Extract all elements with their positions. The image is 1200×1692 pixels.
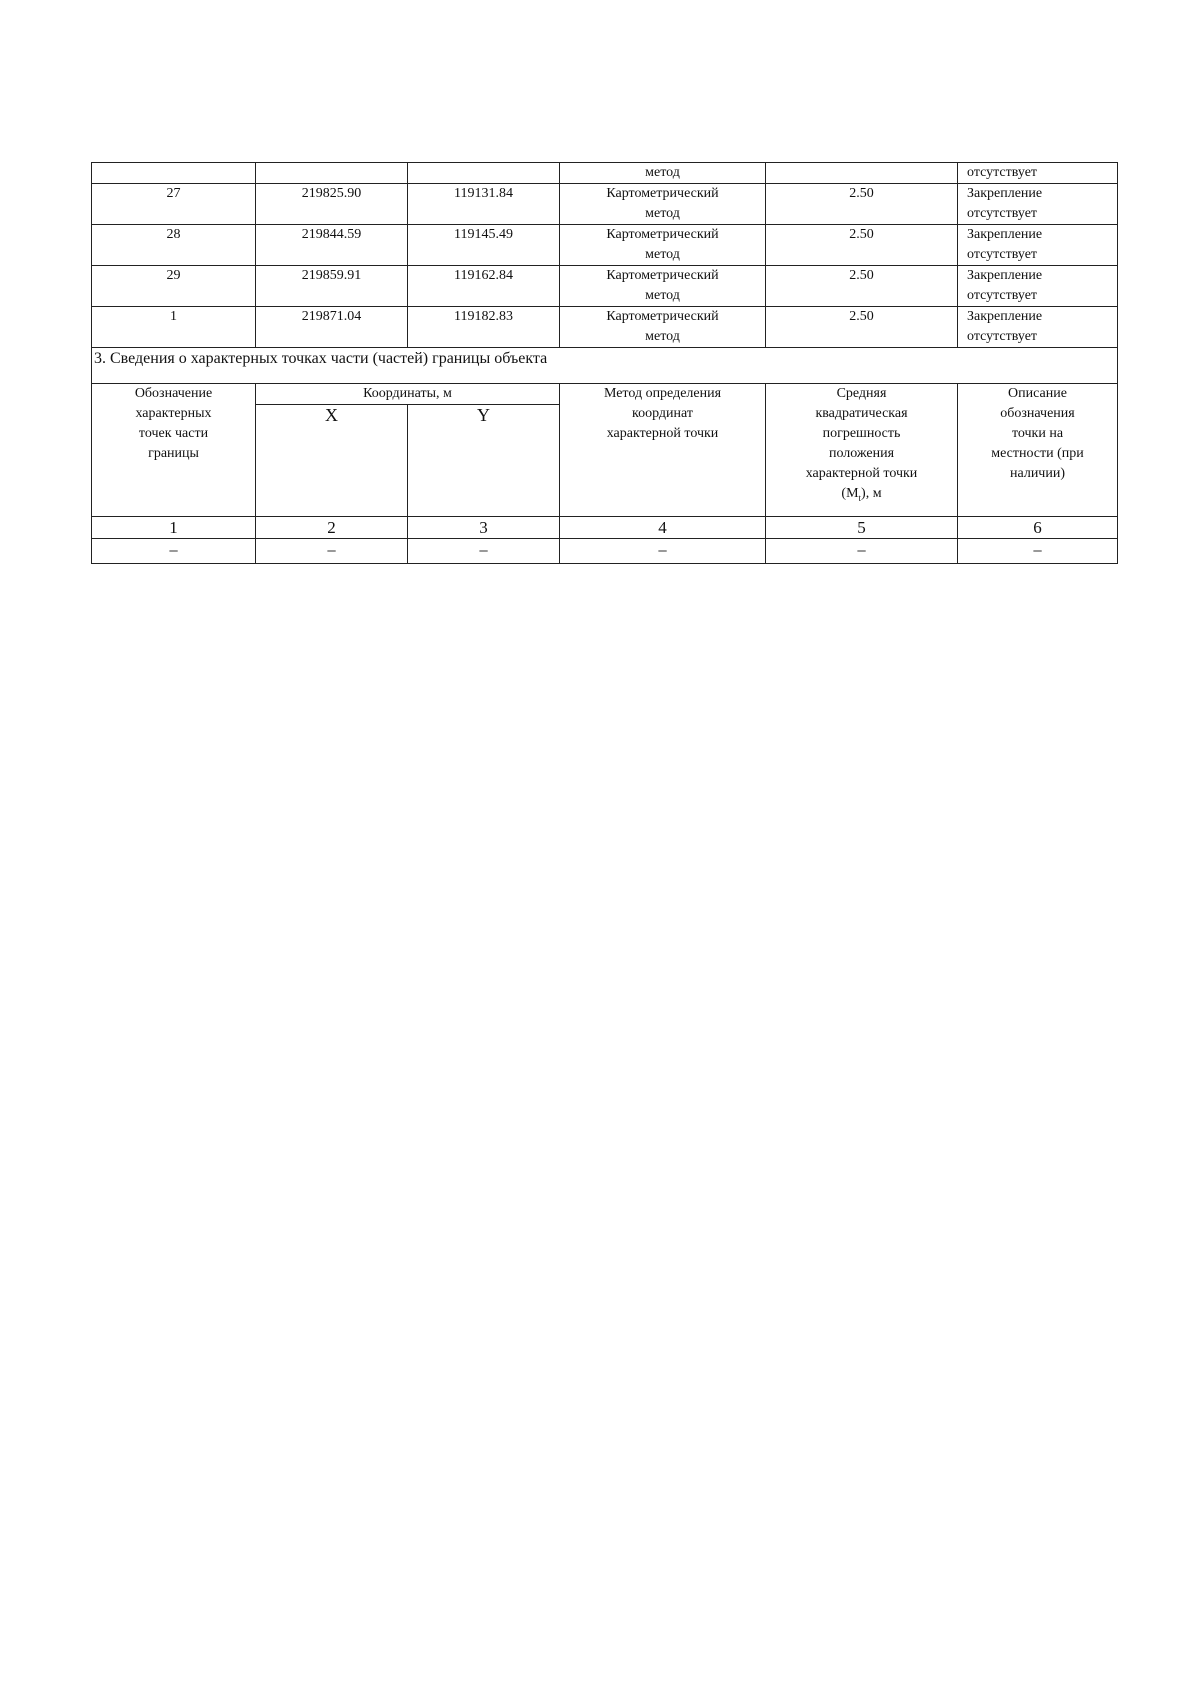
column-number: 4 xyxy=(560,517,766,539)
symbol-prefix: (M xyxy=(841,486,859,501)
symbol-subscript: t xyxy=(858,492,862,503)
table-row xyxy=(92,184,1118,225)
header-line: координат xyxy=(632,406,693,421)
cell-accuracy xyxy=(766,163,958,184)
cell-x: 219859.91 xyxy=(256,266,408,307)
header-line: характерных xyxy=(135,406,212,421)
symbol-unit: ), м xyxy=(861,486,882,501)
empty-cell: – xyxy=(92,539,256,564)
cell-description xyxy=(958,307,1118,348)
header-line: точек части xyxy=(138,426,209,441)
table-row xyxy=(92,307,1118,348)
header-line: Метод определения xyxy=(603,386,722,401)
header-line: Обозначение xyxy=(134,386,213,401)
description-line: Закрепление xyxy=(967,227,1043,242)
header-accuracy xyxy=(766,384,958,517)
description-line: отсутствует xyxy=(967,247,1038,262)
cell-method xyxy=(560,307,766,348)
cell-accuracy: 2.50 xyxy=(766,266,958,307)
cell-method xyxy=(560,225,766,266)
description-line: отсутствует xyxy=(967,329,1038,344)
method-line: метод xyxy=(645,206,680,221)
method-line: Картометрический xyxy=(606,309,719,324)
header-line: Средняя xyxy=(836,386,887,401)
header-line: местности (при xyxy=(991,446,1084,461)
description-line: отсутствует xyxy=(967,206,1038,221)
header-row-1 xyxy=(92,384,1118,405)
cell-x: 219825.90 xyxy=(256,184,408,225)
method-line: Картометрический xyxy=(606,186,719,201)
description-line: Закрепление xyxy=(967,309,1043,324)
cell-point xyxy=(92,163,256,184)
method-line: Картометрический xyxy=(606,268,719,283)
continuation-row xyxy=(92,163,1118,184)
cell-accuracy: 2.50 xyxy=(766,307,958,348)
header-method xyxy=(560,384,766,517)
header-line: наличии) xyxy=(1010,466,1065,481)
column-number: 6 xyxy=(958,517,1118,539)
empty-cell: – xyxy=(766,539,958,564)
empty-cell: – xyxy=(256,539,408,564)
cell-y: 119131.84 xyxy=(408,184,560,225)
section-3-title: 3. Сведения о характерных точках части (частей) границы объекта xyxy=(92,348,1118,384)
column-number: 5 xyxy=(766,517,958,539)
header-x: X xyxy=(256,405,408,517)
description-line: Закрепление xyxy=(967,268,1043,283)
header-line: характерной точки xyxy=(606,426,719,441)
cell-x: 219871.04 xyxy=(256,307,408,348)
cell-y: 119162.84 xyxy=(408,266,560,307)
empty-cell: – xyxy=(560,539,766,564)
header-coordinates: Координаты, м xyxy=(256,384,560,405)
header-designation xyxy=(92,384,256,517)
cell-point: 29 xyxy=(92,266,256,307)
table-row xyxy=(92,266,1118,307)
cell-description xyxy=(958,184,1118,225)
header-line: погрешность xyxy=(822,426,901,441)
cell-description xyxy=(958,225,1118,266)
column-number: 3 xyxy=(408,517,560,539)
header-line: характерной точки xyxy=(805,466,918,481)
header-line: Описание xyxy=(1008,386,1067,401)
method-line: метод xyxy=(645,247,680,262)
cell-point: 27 xyxy=(92,184,256,225)
empty-data-row xyxy=(92,539,1118,564)
method-line: Картометрический xyxy=(606,227,719,242)
cell-y xyxy=(408,163,560,184)
header-line: обозначения xyxy=(1000,406,1075,421)
column-numbers-row xyxy=(92,517,1118,539)
cell-point: 1 xyxy=(92,307,256,348)
cell-x xyxy=(256,163,408,184)
method-line: метод xyxy=(645,329,680,344)
cell-method xyxy=(560,266,766,307)
cell-accuracy: 2.50 xyxy=(766,225,958,266)
cell-method: метод xyxy=(560,163,766,184)
header-description xyxy=(958,384,1118,517)
empty-cell: – xyxy=(958,539,1118,564)
header-accuracy-symbol xyxy=(770,484,953,508)
section-heading-row xyxy=(92,348,1118,384)
description-line: отсутствует xyxy=(967,288,1038,303)
cell-y: 119182.83 xyxy=(408,307,560,348)
header-line: точки на xyxy=(1011,426,1064,441)
cell-y: 119145.49 xyxy=(408,225,560,266)
cell-description: отсутствует xyxy=(958,163,1118,184)
description-line: Закрепление xyxy=(967,186,1043,201)
boundary-points-table xyxy=(91,162,1118,564)
column-number: 2 xyxy=(256,517,408,539)
cell-accuracy: 2.50 xyxy=(766,184,958,225)
cell-point: 28 xyxy=(92,225,256,266)
header-line: квадратическая xyxy=(815,406,908,421)
header-line: границы xyxy=(148,446,199,461)
cell-method xyxy=(560,184,766,225)
empty-cell: – xyxy=(408,539,560,564)
cell-x: 219844.59 xyxy=(256,225,408,266)
header-line: положения xyxy=(828,446,895,461)
cell-description xyxy=(958,266,1118,307)
method-line: метод xyxy=(645,288,680,303)
header-y: Y xyxy=(408,405,560,517)
column-number: 1 xyxy=(92,517,256,539)
table-row xyxy=(92,225,1118,266)
